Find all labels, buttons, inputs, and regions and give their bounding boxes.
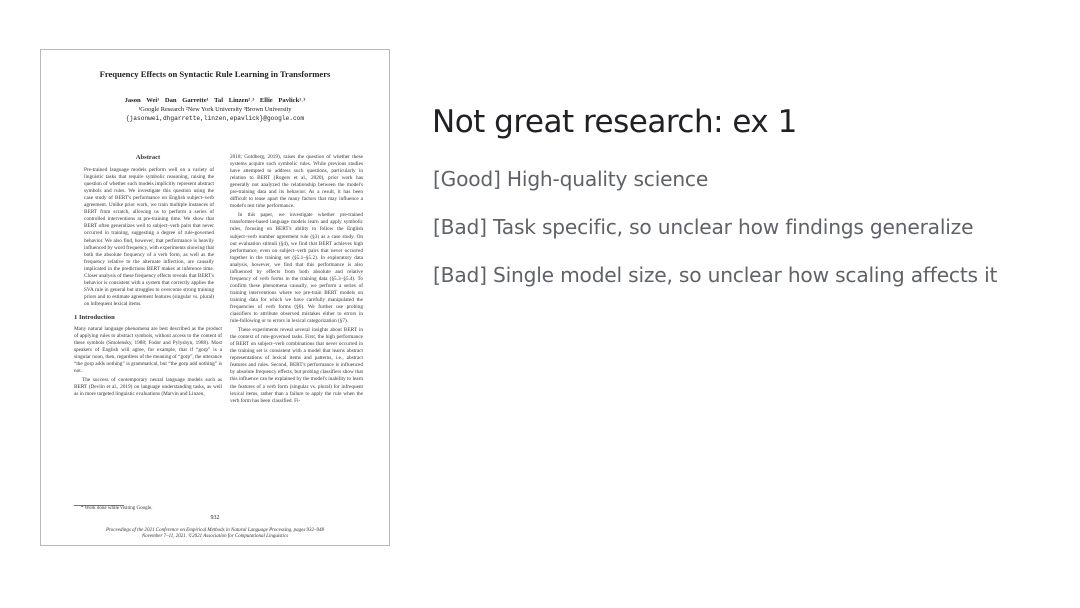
intro-paragraph-1: Many natural language phenomena are best described as the product of applying rules to abstract symbols, without access to the content of these symbols (Smolensky, 1988; Fodor and Pylyshyn, 1988). Most speakers of English will agree, for example, that if “gorp” is a singular noun, then, regardless of the meaning of “gorp”, the utterance “the gorp adds nothing” is grammatical, but “the gorp add nothing” is not. [74,326,222,375]
abstract-text: Pre-trained language models perform well on a variety of linguistic tasks that require symbolic reasoning, raising the question of whether such models implicitly represent abstract symbols and rules. We investigate this question using the case study of BERT's performance on English subject–verb agreement. Unlike prior work, we train multiple instances of BERT from scratch, allowing us to perform a series of controlled interventions at pre-training time. We show that BERT often generalizes well to subject–verb pairs that never occurred in training, suggesting a degree of rule-governed behavior. We also find, however, that performance is heavily influenced by word frequency, with experiments showing that both the absolute frequency of a verb form, as well as the frequency relative to the alternate inflection, are causally implicated in the predictions BERT makes at inference time. Closer analysis of these frequency effects reveals that BERT's behavior is consistent with a system that correctly applies the SVA rule in general but struggles to overcome strong training priors and to estimate agreement features (singular vs. plural) on infrequent lexical items. [84,167,214,307]
slide-bullet-list [433,164,1053,308]
intro-heading: 1 Introduction [74,313,115,321]
paper-right-column [230,154,363,509]
slide-title: Not great research: ex 1 [432,104,797,140]
abstract-heading: Abstract [135,154,161,161]
paper-footnote: * Work done while visiting Google. [81,506,153,511]
bullet-task-specific: [Bad] Task specific, so unclear how findings generalize [433,215,974,239]
paper-authors: Jason Wei¹ Dan Garrette¹ Tal Linzen²˒³ Ellie Pavlick¹˒³ [124,97,306,104]
paper-email: {jasonwei,dhgarrette,linzen,epavlick}@google.com [125,115,305,122]
proceedings-line-1: Proceedings of the 2021 Conference on Empirical Methods in Natural Language Processing, pages 932–948 [105,528,325,533]
paper-left-column [74,154,222,509]
paper-proceedings [41,528,389,540]
right-paragraph-1: 2018; Goldberg, 2019), raises the question of whether these systems acquire such symbolic rules. While previous studies have attempted to address such questions, particularly in relation to BERT (Rogers et al., 2020), prior work has generally not analyzed the relationship between the model's pre-training data and its behavior. As a result, it has been difficult to tease apart the many factors that may influence a model's test time performance. [230,154,363,210]
paper-page-number: 932 [210,515,220,521]
bullet-single-model-size: [Bad] Single model size, so unclear how scaling affects it [433,263,998,287]
intro-paragraph-2: The success of contemporary neural language models such as BERT (Devlin et al., 2019) on language understanding tasks, as well as in more targeted linguistic evaluations (Marvin and Linzen, [74,377,222,398]
right-paragraph-2: In this paper, we investigate whether pre-trained transformer-based language models learn and apply symbolic rules, focusing on BERT's ability to follow the English subject–verb number agreement rule (§3) as a case study. On our evaluation stimuli (§4), we find that BERT achieves high performance, even on subject–verb pairs that never occurred together in the training set (§5.1–§5.2). In exploratory data analysis, however, we find that this performance is also influenced by effects from both absolute and relative frequency of verb forms in the training data (§5.3–§5.4). To confirm these phenomena causally, we perform a series of training interventions where we pre-train BERT models on training data for which we have carefully manipulated the frequencies of verb forms (§6). We further use probing classifiers to attribute observed mistakes either to errors in rule-following or to errors in lexical categorization (§7). [230,212,363,325]
paper-title: Frequency Effects on Syntactic Rule Learning in Transformers [99,69,331,79]
paper-affiliations: ¹Google Research ²New York University ³Brown University [138,106,292,113]
right-paragraph-3: These experiments reveal several insights about BERT in the context of rule-governed tasks. First, the high performance of BERT on subject–verb combinations that never occurred in the training set is consistent with a model that learns abstract representations of lexical items and patterns, i.e., abstract features and rules. Second, BERT's performance is influenced by absolute frequency effects, but probing classifiers show that this influence can be explained by the model's inability to learn the features of a verb form (singular vs. plural) for infrequent lexical items, rather than a failure to apply the rule when the verb form has been classified. Fi- [230,327,363,404]
paper-thumbnail [40,49,390,546]
proceedings-line-2: November 7–11, 2021. ©2021 Association for Computational Linguistics [141,534,289,539]
bullet-good-science: [Good] High-quality science [433,167,709,191]
